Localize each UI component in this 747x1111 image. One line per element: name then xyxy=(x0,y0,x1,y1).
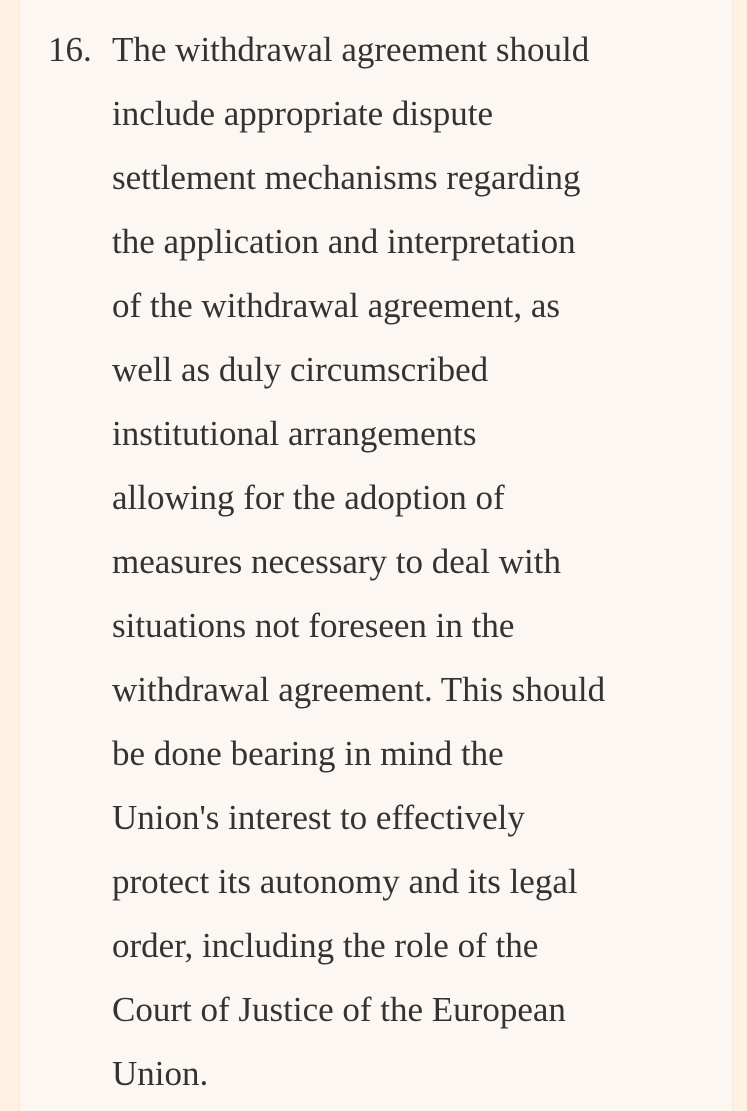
text-line: of the withdrawal agreement, as xyxy=(112,286,561,325)
text-line: Union's interest to effectively xyxy=(112,798,525,837)
text-line: be done bearing in mind the xyxy=(112,734,504,773)
text-line: the application and interpretation xyxy=(112,222,576,261)
text-line: The withdrawal agreement should xyxy=(112,30,590,69)
numbered-paragraph xyxy=(48,18,708,1106)
paragraph-number: 16. xyxy=(48,30,92,69)
text-line: settlement mechanisms regarding xyxy=(112,158,581,197)
text-line: measures necessary to deal with xyxy=(112,542,562,581)
document-page xyxy=(20,0,732,1111)
text-line: protect its autonomy and its legal xyxy=(112,862,578,901)
text-line: institutional arrangements xyxy=(112,414,477,453)
text-line: situations not foreseen in the xyxy=(112,606,515,645)
text-line: Union. xyxy=(112,1054,209,1093)
paragraph-text xyxy=(112,18,692,1106)
text-line: order, including the role of the xyxy=(112,926,539,965)
text-line: withdrawal agreement. This should xyxy=(112,670,606,709)
text-line: Court of Justice of the European xyxy=(112,990,566,1029)
text-line: include appropriate dispute xyxy=(112,94,493,133)
text-line: well as duly circumscribed xyxy=(112,350,489,389)
text-line: allowing for the adoption of xyxy=(112,478,505,517)
